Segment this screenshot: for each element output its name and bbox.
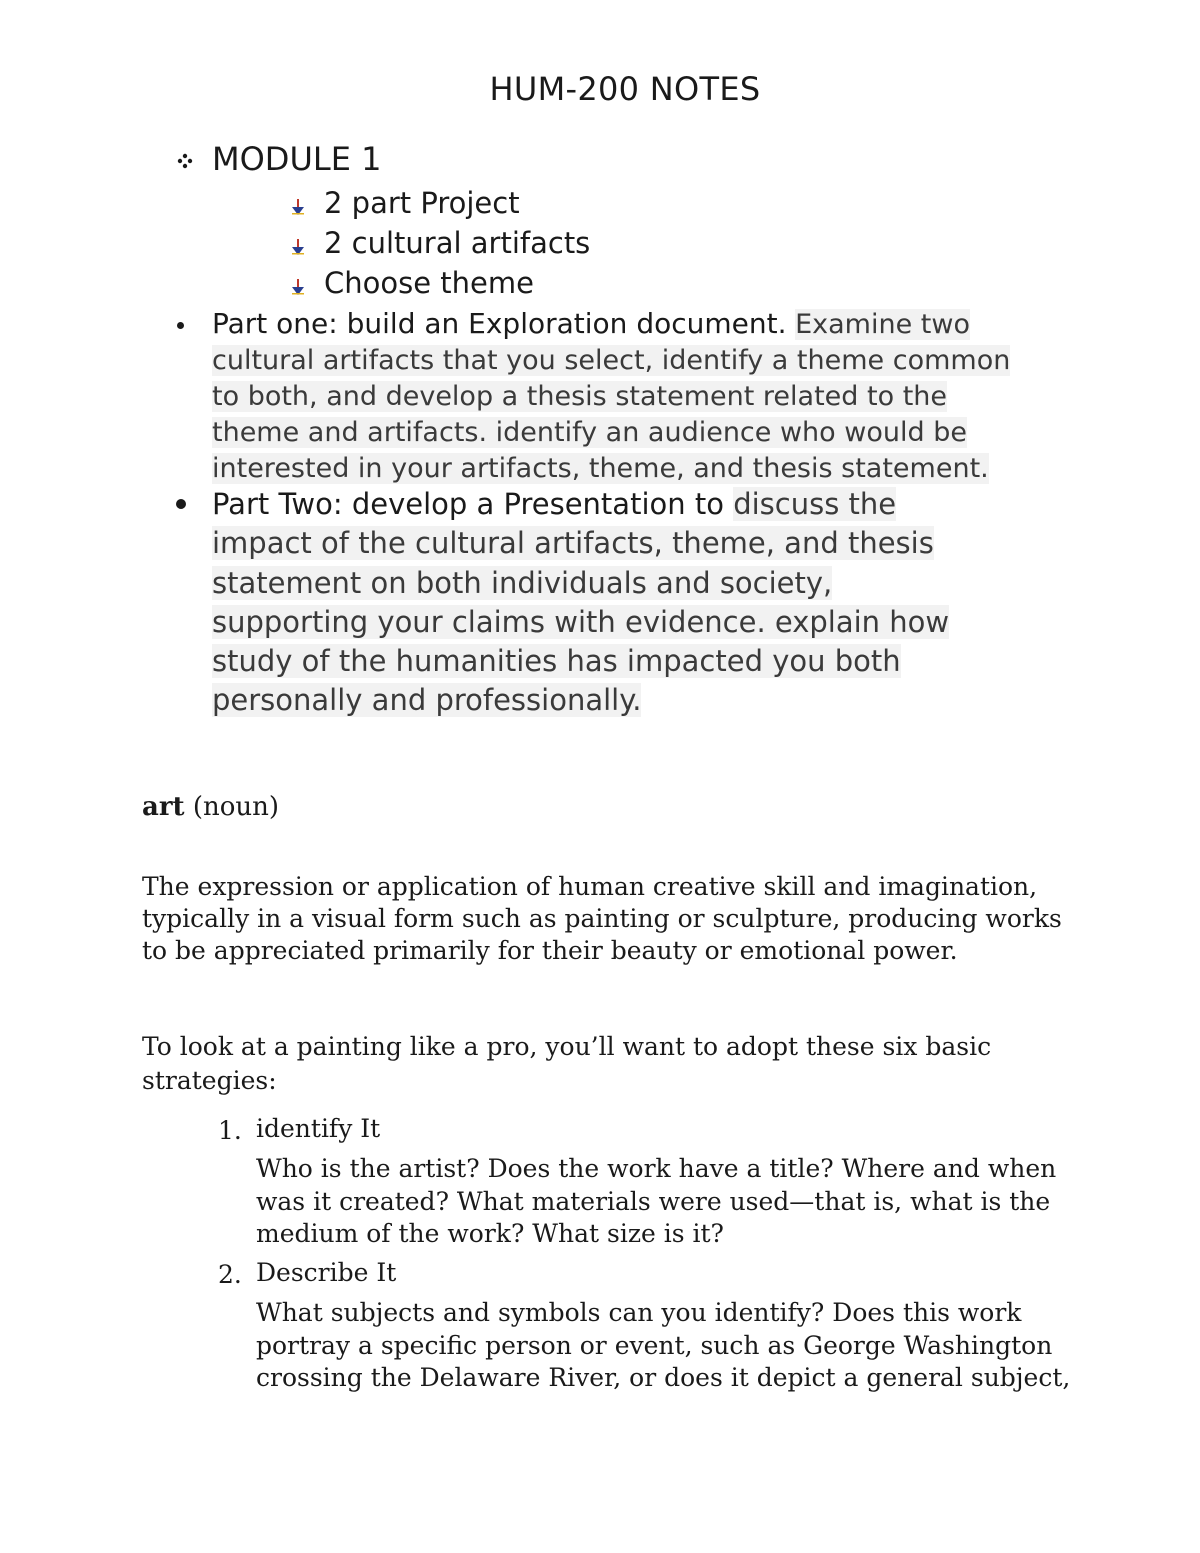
- definition-heading: [142, 792, 279, 822]
- arrow-down-bullet-icon: [290, 278, 306, 296]
- part-two-line: impact of the cultural artifacts, theme, and thesis: [212, 526, 934, 561]
- bullet-dot-icon: [176, 499, 186, 509]
- part-one-line: theme and artifacts. identify an audience who would be: [212, 417, 967, 448]
- step-number: 2.: [218, 1260, 242, 1289]
- module-heading: MODULE 1: [212, 140, 382, 178]
- step-line: was it created? What materials were used—that is, what is the: [256, 1186, 1051, 1216]
- part-two-line: study of the humanities has impacted you both: [212, 644, 901, 679]
- part-one-line: interested in your artifacts, theme, and thesis statement.: [212, 453, 989, 484]
- list-item: 2 part Project: [324, 186, 520, 220]
- part-one-lead: Part one: build an Exploration document.: [212, 307, 787, 340]
- part-two-line: statement on both individuals and society,: [212, 565, 833, 600]
- intro-line: strategies:: [142, 1066, 277, 1095]
- step-title: identify It: [256, 1114, 381, 1143]
- page-title: HUM-200 NOTES: [489, 70, 761, 108]
- intro-paragraph: [142, 1030, 991, 1098]
- step-title: Describe It: [256, 1258, 397, 1287]
- definition-line: to be appreciated primarily for their beauty or emotional power.: [142, 936, 958, 965]
- step-body: [256, 1153, 1056, 1251]
- part-two-line: supporting your claims with evidence. explain how: [212, 604, 950, 639]
- arrow-down-bullet-icon: [290, 198, 306, 216]
- step-line: What subjects and symbols can you identify? Does this work: [256, 1298, 1022, 1327]
- step-line: crossing the Delaware River, or does it depict a general subject,: [256, 1363, 1071, 1392]
- definition-text: [142, 871, 1062, 967]
- part-two-line: personally and professionally.: [212, 683, 642, 718]
- step-body: [256, 1297, 1070, 1395]
- part-one-line: cultural artifacts that you select, identify a theme common: [212, 345, 1011, 376]
- part-one-line: to both, and develop a thesis statement related to the: [212, 381, 947, 412]
- step-line: portray a specific person or event, such as George Washington: [256, 1330, 1053, 1360]
- definition-line: The expression or application of human creative skill and imagination,: [142, 872, 1038, 901]
- part-one-paragraph: [212, 306, 1010, 487]
- part-two-line: discuss the: [733, 487, 897, 521]
- step-line: Who is the artist? Does the work have a title? Where and when: [256, 1154, 1057, 1183]
- definition-pos: (noun): [192, 792, 280, 822]
- part-one-line: Examine two: [795, 309, 970, 340]
- diamond-bullet-icon: [176, 152, 194, 170]
- definition-term: art: [142, 792, 185, 822]
- list-item: Choose theme: [324, 266, 534, 300]
- step-line: medium of the work? What size is it?: [256, 1219, 724, 1248]
- intro-line: To look at a painting like a pro, you’ll want to adopt these six basic: [142, 1032, 992, 1061]
- definition-line: typically in a visual form such as painting or sculpture, producing works: [142, 904, 1062, 933]
- step-number: 1.: [218, 1116, 242, 1145]
- bullet-dot-icon: [177, 322, 184, 329]
- list-item: 2 cultural artifacts: [324, 226, 591, 260]
- part-two-paragraph: [212, 485, 949, 721]
- arrow-down-bullet-icon: [290, 238, 306, 256]
- part-two-lead: Part Two: develop a Presentation to: [212, 487, 724, 521]
